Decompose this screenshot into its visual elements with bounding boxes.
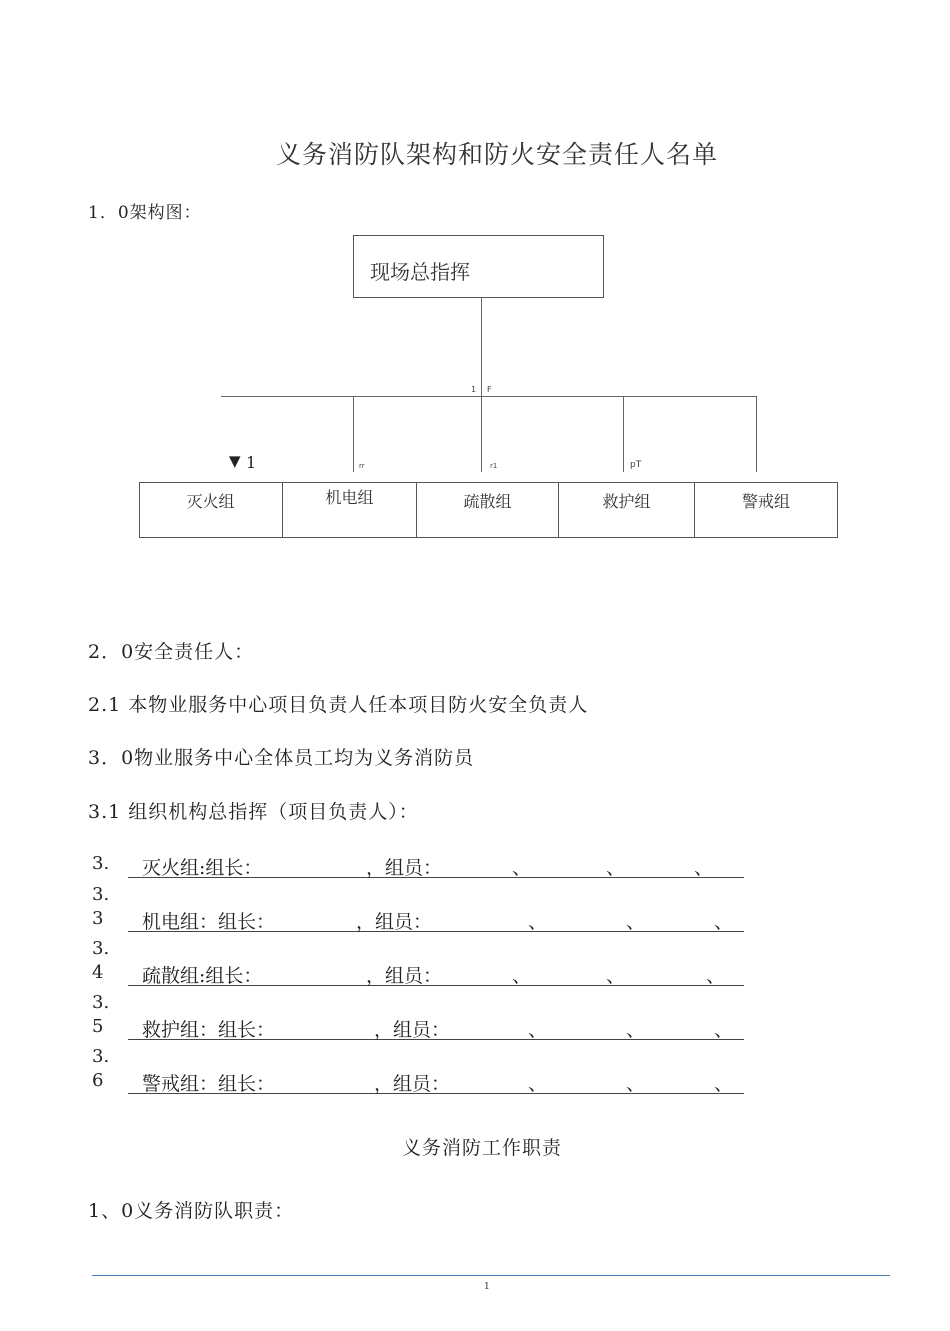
down-arrow-icon: ▼ [229,452,241,470]
group-label-guard: 警戒组 [741,492,790,511]
row-num-a: 3. [92,1046,110,1067]
branch-mark-1: rr [359,462,365,470]
group-row-fire [128,853,744,878]
row-sep: 、 [714,1073,734,1095]
group-cell-mech [283,483,417,537]
row-sep: 、 [626,1019,646,1041]
chart-branch-line [221,396,757,397]
arrow-number: 1 [246,453,257,472]
row-sep: 、 [714,911,734,933]
page-number: 1 [484,1282,490,1292]
branch-mark-2: r1 [490,462,498,470]
chart-trunk-line [481,298,482,472]
row-member-label: ，组员： [374,1073,451,1095]
row-num-a: 3. [92,853,110,874]
section-duties-1-0: 1、0义务消防队职责： [88,1200,295,1222]
row-sep: 、 [606,965,626,987]
row-sep: 、 [528,1019,548,1041]
row-sep: 、 [706,965,726,987]
section-3-1: 3.1 组织机构总指挥（项目负责人）： [88,801,419,823]
row-member-label: ，组员： [374,1019,451,1041]
row-sep: 、 [512,965,532,987]
row-member-label: ，组员： [366,965,443,987]
group-row-mech [128,907,744,932]
group-label-mech: 机电组 [325,488,374,507]
row-num-a: 3. [92,992,110,1013]
row-num-a: 3. [92,938,110,959]
row-sep: 、 [694,857,714,879]
row-sep: 、 [626,1073,646,1095]
section-heading-2-0: 2．0安全责任人： [88,641,255,663]
row-group-label: 机电组：组长： [142,911,276,933]
group-cell-rescue [559,483,695,537]
group-row-guard [128,1069,744,1094]
row-sep: 、 [528,911,548,933]
group-label-fire: 灭火组 [186,492,235,511]
row-num-b: 6 [92,1070,104,1091]
section-3-0: 3．0物业服务中心全体员工均为义务消防员 [88,747,475,769]
group-row-evac [128,961,744,986]
row-num-b: 5 [92,1016,104,1037]
branch-mark-3: pT [630,460,642,470]
group-row-rescue [128,1015,744,1040]
group-label-evac: 疏散组 [463,492,512,511]
row-group-label: 警戒组：组长： [142,1073,276,1095]
row-sep: 、 [528,1073,548,1095]
chart-branch-4 [623,396,624,472]
row-member-label: ，组员： [366,857,443,879]
group-cell-evac [417,483,559,537]
row-group-label: 疏散组:组长： [142,965,263,987]
page-title: 义务消防队架构和防火安全责任人名单 [276,140,719,169]
group-cell-fire [139,483,283,537]
junction-mark-b: F [487,385,492,394]
section-heading-1-0: 1．0架构图： [88,203,202,223]
chart-top-label: 现场总指挥 [370,260,470,284]
row-sep: 、 [626,911,646,933]
row-sep: 、 [512,857,532,879]
row-num-b: 3 [92,908,104,929]
chart-branch-5 [756,396,757,472]
chart-top-box [353,235,604,298]
row-group-label: 灭火组:组长： [142,857,263,879]
row-num-a: 3. [92,884,110,905]
row-num-b: 4 [92,962,104,983]
junction-mark-a: 1 [471,385,477,394]
chart-branch-2 [353,396,354,472]
section-2-1: 2.1 本物业服务中心项目负责人任本项目防火安全负责人 [88,694,589,716]
row-sep: 、 [606,857,626,879]
row-sep: 、 [714,1019,734,1041]
footer-rule [92,1275,890,1276]
group-cell-guard [695,483,838,537]
row-member-label: ，组员： [356,911,433,933]
row-group-label: 救护组：组长： [142,1019,276,1041]
subtitle-duties: 义务消防工作职责 [402,1137,563,1159]
group-label-rescue: 救护组 [602,492,651,511]
